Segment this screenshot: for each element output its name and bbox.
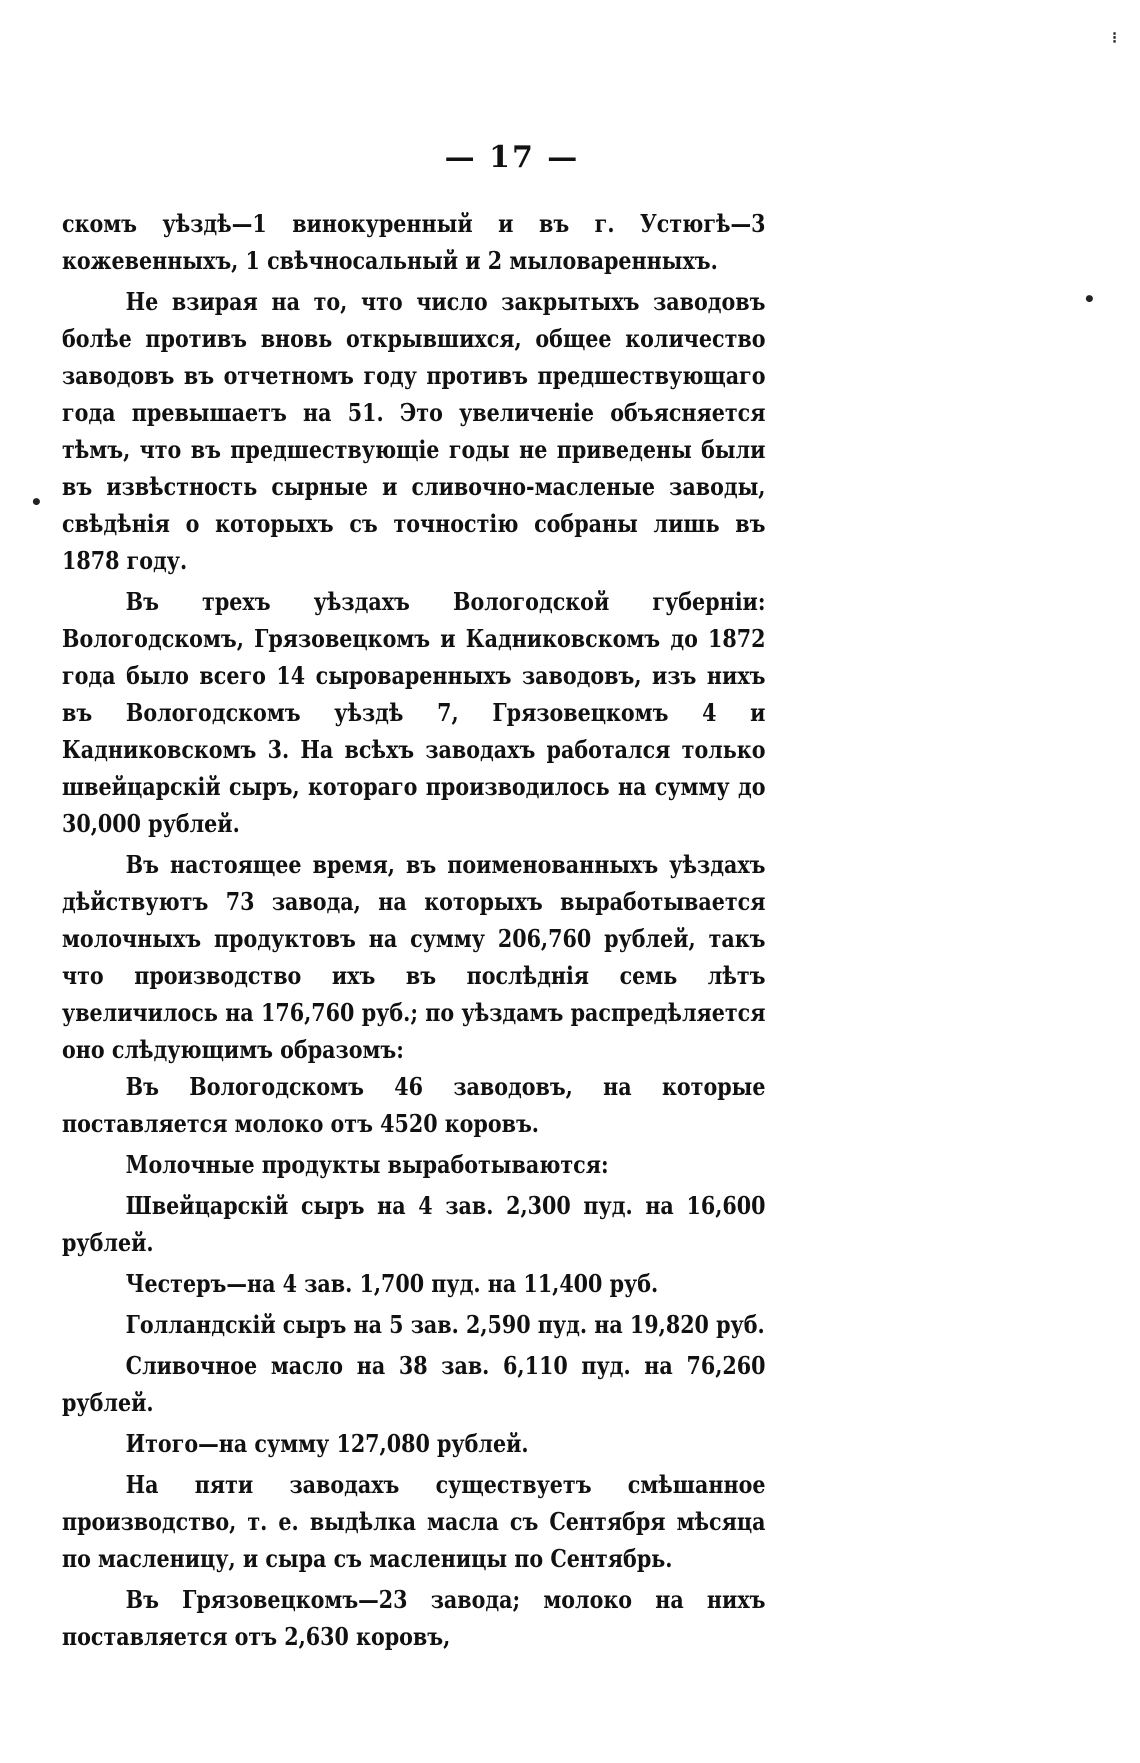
- page-number: — 17 —: [444, 140, 580, 175]
- paragraph-10: Сливочное масло на 38 зав. 6,110 пуд. на 76,260 рублей.: [62, 1351, 766, 1417]
- paragraph-3: Въ трехъ уѣздахъ Вологодской губерніи: Вологодскомъ, Грязовецкомъ и Кадниковскомъ до 1872 года было всего 14 сыроваренныхъ заводовъ, изъ нихъ въ Вологодскомъ уѣздѣ 7, Грязовецкомъ 4 и Кадниковскомъ 3. На всѣхъ заводахъ работался только швейцарскій сыръ, котораго производилось на сумму до 30,000 рублей.: [62, 587, 766, 838]
- paragraph-12: На пяти заводахъ существуетъ смѣшанное производство, т. е. выдѣлка масла съ Сентября мѣсяца по масленицу, и сыра съ масленицы по Сентябрь.: [62, 1470, 766, 1573]
- paragraph-5: Въ Вологодскомъ 46 заводовъ, на которые поставляется молоко отъ 4520 коровъ.: [62, 1072, 766, 1138]
- stray-mark: ⁝: [1112, 28, 1118, 47]
- paragraph-11: Итого—на сумму 127,080 рублей.: [125, 1429, 529, 1458]
- paragraph-4: Въ настоящее время, въ поименованныхъ уѣздахъ дѣйствуютъ 73 завода, на которыхъ выработывается молочныхъ продуктовъ на сумму 206,760 рублей, такъ что производство ихъ въ послѣднія семь лѣтъ увеличилось на 176,760 руб.; по уѣздамъ распредѣляется оно слѣдующимъ образомъ:: [62, 850, 766, 1064]
- paragraph-2: Не взирая на то, что число закрытыхъ заводовъ болѣе противъ вновь открывшихся, общее количество заводовъ въ отчетномъ году противъ предшествующаго года превышаетъ на 51. Это увеличеніе объясняется тѣмъ, что въ предшествующіе годы не приведены были въ извѣстность сырные и сливочно-масленые заводы, свѣдѣнія о которыхъ съ точностію собраны лишь въ 1878 году.: [62, 287, 766, 575]
- paragraph-1: скомъ уѣздѣ—1 винокуренный и въ г. Устюгѣ—3 кожевенныхъ, 1 свѣчносальный и 2 мыловаренныхъ.: [62, 209, 766, 275]
- stray-mark: •: [1083, 287, 1096, 311]
- paragraph-13: Въ Грязовецкомъ—23 завода; молоко на нихъ поставляется отъ 2,630 коровъ,: [62, 1585, 766, 1651]
- paragraph-9: Голландскій сыръ на 5 зав. 2,590 пуд. на 19,820 руб.: [125, 1310, 765, 1339]
- paragraph-8: Честеръ—на 4 зав. 1,700 пуд. на 11,400 руб.: [125, 1269, 659, 1298]
- stray-mark: •: [30, 490, 43, 514]
- body-text: [62, 205, 765, 1655]
- paragraph-6: Молочные продукты выработываются:: [125, 1150, 609, 1179]
- paragraph-7: Швейцарскій сыръ на 4 зав. 2,300 пуд. на 16,600 рублей.: [62, 1191, 766, 1257]
